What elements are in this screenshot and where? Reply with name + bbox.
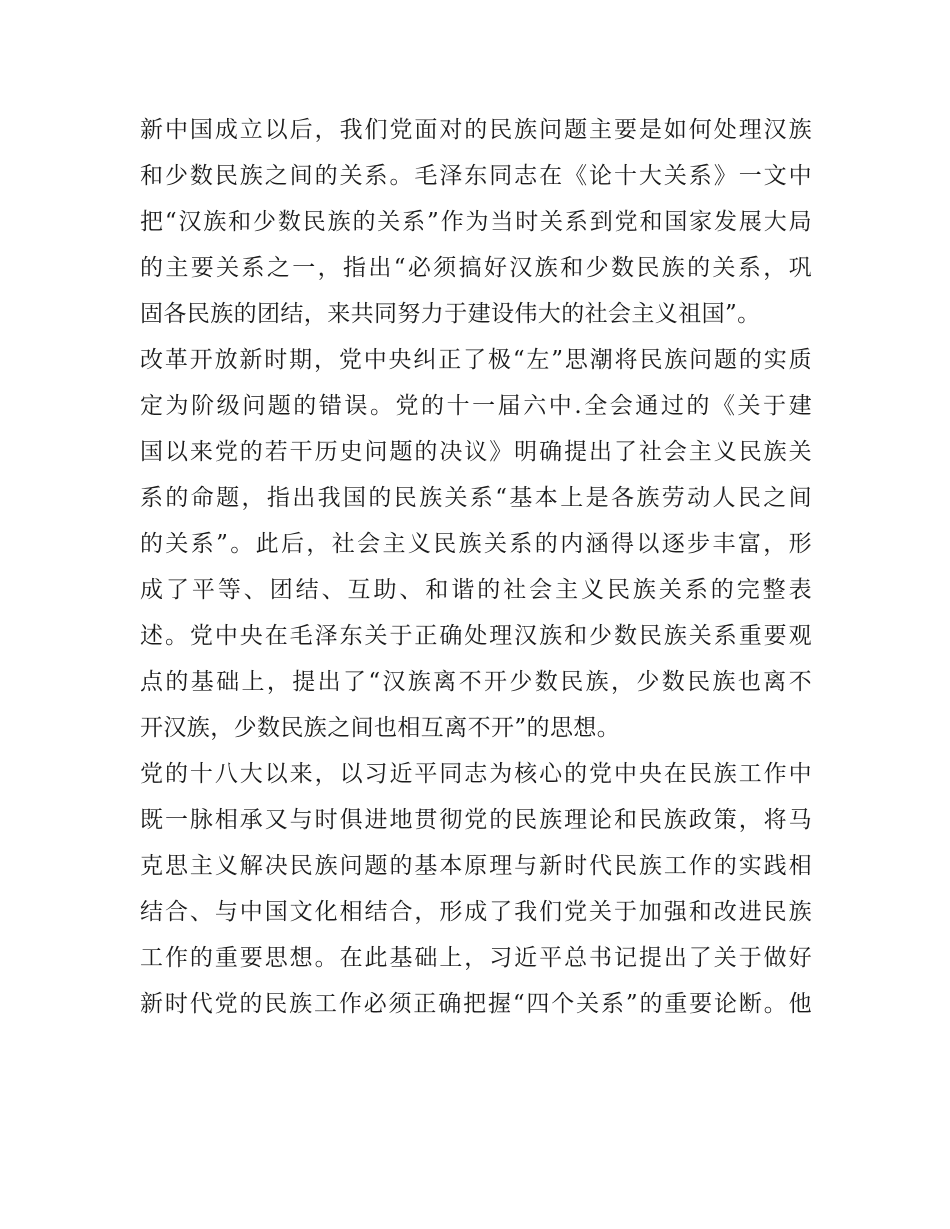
text-line: 固各民族的团结，来共同努力于建设伟大的社会主义祖国”。 — [140, 301, 761, 327]
text-line: 和少数民族之间的关系。毛泽东同志在《论十大关系》一文中 — [140, 163, 812, 189]
text-line: 新中国成立以后，我们党面对的民族问题主要是如何处理汉族 — [140, 117, 812, 143]
text-line: 的主要关系之一，指出“必须搞好汉族和少数民族的关系，巩 — [140, 255, 812, 281]
body-text — [140, 107, 812, 1027]
text-line: 改革开放新时期，党中央纠正了极“左”思潮将民族问题的实质 — [140, 347, 812, 373]
text-line: 开汉族，少数民族之间也相互离不开”的思想。 — [140, 715, 621, 741]
text-line: 点的基础上，提出了“汉族离不开少数民族，少数民族也离不 — [140, 669, 812, 695]
text-line: 工作的重要思想。在此基础上，习近平总书记提出了关于做好 — [140, 945, 812, 971]
text-line: 定为阶级问题的错误。党的十一届六中.全会通过的《关于建 — [140, 393, 812, 419]
text-line: 国以来党的若干历史问题的决议》明确提出了社会主义民族关 — [140, 439, 812, 465]
text-line: 既一脉相承又与时俱进地贯彻党的民族理论和民族政策，将马 — [140, 807, 812, 833]
text-line: 成了平等、团结、互助、和谐的社会主义民族关系的完整表 — [140, 577, 812, 603]
text-line: 系的命题，指出我国的民族关系“基本上是各族劳动人民之间 — [140, 485, 812, 511]
text-line: 新时代党的民族工作必须正确把握“四个关系”的重要论断。他 — [140, 991, 812, 1017]
text-line: 党的十八大以来，以习近平同志为核心的党中央在民族工作中 — [140, 761, 812, 787]
text-line: 述。党中央在毛泽东关于正确处理汉族和少数民族关系重要观 — [140, 623, 812, 649]
text-line: 结合、与中国文化相结合，形成了我们党关于加强和改进民族 — [140, 899, 812, 925]
text-line: 的关系”。此后，社会主义民族关系的内涵得以逐步丰富，形 — [140, 531, 812, 557]
text-line: 把“汉族和少数民族的关系”作为当时关系到党和国家发展大局 — [140, 209, 812, 235]
text-line: 克思主义解决民族问题的基本原理与新时代民族工作的实践相 — [140, 853, 812, 879]
